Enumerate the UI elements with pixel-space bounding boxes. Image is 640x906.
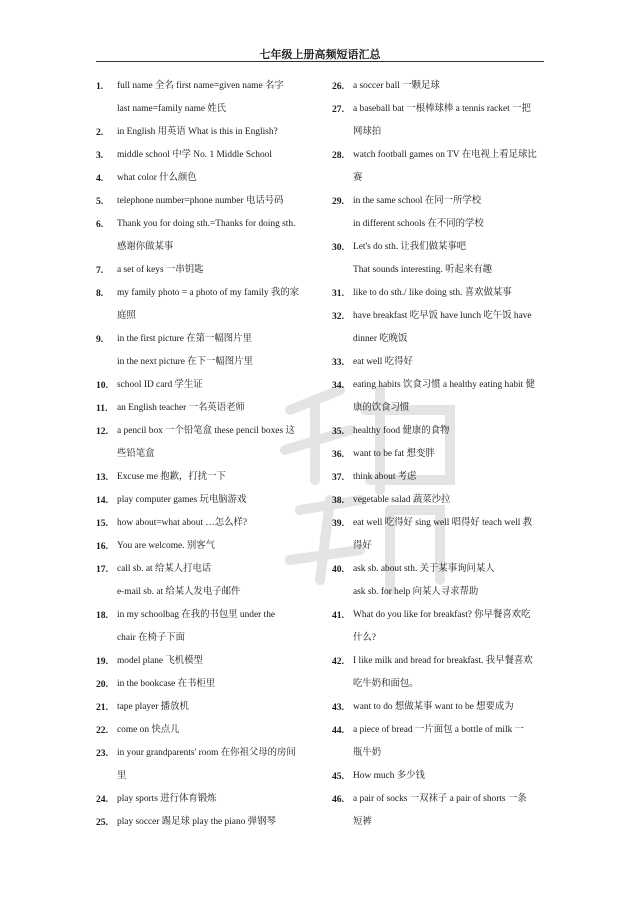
phrase-entry <box>96 650 306 673</box>
entry-number: 23. <box>96 748 108 759</box>
phrase-entry <box>332 512 542 558</box>
phrase-entry <box>96 788 306 811</box>
entry-text-line: full name 全名 first name=given name 名字 <box>117 81 284 91</box>
entry-text-line: ask sb. about sth. 关于某事询问某人 <box>353 564 495 574</box>
entry-number: 30. <box>332 242 344 253</box>
entry-text-line: dinner 吃晚饭 <box>353 334 408 344</box>
phrase-entry <box>332 282 542 305</box>
entry-number: 15. <box>96 518 108 529</box>
entry-text-line: Let's do sth. 让我们做某事吧 <box>353 242 467 252</box>
entry-number: 24. <box>96 794 108 805</box>
entry-text-line: middle school 中学 No. 1 Middle School <box>117 150 272 160</box>
entry-text-line: school ID card 学生证 <box>117 380 203 390</box>
entry-number: 29. <box>332 196 344 207</box>
phrase-entry <box>96 167 306 190</box>
entry-text-line: a soccer ball 一颗足球 <box>353 81 440 91</box>
entry-text-line: come on 快点儿 <box>117 725 180 735</box>
entry-text-line: What do you like for breakfast? 你早餐喜欢吃 <box>353 610 531 620</box>
entry-text-line: 得好 <box>353 541 372 551</box>
entry-number: 27. <box>332 104 344 115</box>
entry-text-line: That sounds interesting. 听起来有趣 <box>353 265 493 275</box>
entry-text-line: 网球拍 <box>353 127 382 137</box>
entry-text-line: call sb. at 给某人打电话 <box>117 564 212 574</box>
phrase-column-right <box>332 75 542 834</box>
phrase-entry <box>96 512 306 535</box>
entry-text-line: e-mail sb. at 给某人发电子邮件 <box>117 587 241 597</box>
entry-number: 20. <box>96 679 108 690</box>
entry-number: 10. <box>96 380 108 391</box>
title-divider <box>96 61 544 62</box>
phrase-entry <box>96 673 306 696</box>
phrase-entry <box>96 420 306 466</box>
entry-text-line: in my schoolbag 在我的书包里 under the <box>117 610 276 620</box>
phrase-entry <box>332 374 542 420</box>
entry-text-line: a set of keys 一串钥匙 <box>117 265 204 275</box>
phrase-entry <box>96 121 306 144</box>
entry-text-line: I like milk and bread for breakfast. 我早餐喜欢 <box>353 656 533 666</box>
phrase-entry <box>96 374 306 397</box>
entry-text-line: 康的饮食习惯 <box>353 403 410 413</box>
entry-number: 25. <box>96 817 108 828</box>
entry-number: 1. <box>96 81 104 92</box>
phrase-entry <box>332 144 542 190</box>
entry-number: 3. <box>96 150 104 161</box>
entry-number: 28. <box>332 150 344 161</box>
entry-number: 16. <box>96 541 108 552</box>
entry-number: 8. <box>96 288 104 299</box>
phrase-entry <box>332 236 542 282</box>
entry-text-line: a pair of socks 一双袜子 a pair of shorts 一条 <box>353 794 527 804</box>
phrase-entry <box>96 259 306 282</box>
phrase-entry <box>332 719 542 765</box>
phrase-entry <box>96 144 306 167</box>
entry-text-line: want to be fat 想变胖 <box>353 449 435 459</box>
entry-number: 4. <box>96 173 104 184</box>
entry-text-line: telephone number=phone number 电话号码 <box>117 196 284 206</box>
phrase-entry <box>96 328 306 374</box>
entry-text-line: play sports 进行体育锻炼 <box>117 794 217 804</box>
entry-text-line: my family photo = a photo of my family 我的家 <box>117 288 300 298</box>
entry-number: 12. <box>96 426 108 437</box>
entry-text-line: in your grandparents' room 在你祖父母的房间 <box>117 748 296 758</box>
entry-text-line: 赛 <box>353 173 363 183</box>
entry-number: 32. <box>332 311 344 322</box>
entry-text-line: 什么? <box>353 633 376 643</box>
phrase-entry <box>96 190 306 213</box>
entry-text-line: 吃牛奶和面包。 <box>353 679 419 689</box>
entry-text-line: tape player 播放机 <box>117 702 189 712</box>
entry-text-line: healthy food 健康的食物 <box>353 426 450 436</box>
phrase-entry <box>332 650 542 696</box>
phrase-entry <box>332 420 542 443</box>
phrase-entry <box>332 75 542 98</box>
entry-text-line: 短裤 <box>353 817 372 827</box>
phrase-entry <box>332 765 542 788</box>
entry-number: 42. <box>332 656 344 667</box>
entry-text-line: Excuse me 抱歉，打扰一下 <box>117 472 226 482</box>
phrase-entry <box>332 466 542 489</box>
entry-text-line: ask sb. for help 向某人寻求帮助 <box>353 587 479 597</box>
phrase-entry <box>96 213 306 259</box>
phrase-entry <box>332 604 542 650</box>
entry-text-line: in the bookcase 在书柜里 <box>117 679 216 689</box>
entry-number: 43. <box>332 702 344 713</box>
phrase-entry <box>332 190 542 236</box>
entry-number: 13. <box>96 472 108 483</box>
phrase-entry <box>332 788 542 834</box>
entry-text-line: last name=family name 姓氏 <box>117 104 227 114</box>
entry-number: 38. <box>332 495 344 506</box>
phrase-entry <box>332 351 542 374</box>
entry-number: 39. <box>332 518 344 529</box>
entry-text-line: chair 在椅子下面 <box>117 633 185 643</box>
phrase-entry <box>96 742 306 788</box>
entry-text-line: a baseball bat 一根棒球棒 a tennis racket 一把 <box>353 104 531 114</box>
phrase-entry <box>96 696 306 719</box>
entry-number: 17. <box>96 564 108 575</box>
entry-number: 44. <box>332 725 344 736</box>
phrase-entry <box>332 489 542 512</box>
entry-text-line: think about 考虑 <box>353 472 417 482</box>
phrase-entry <box>332 696 542 719</box>
entry-number: 36. <box>332 449 344 460</box>
entry-number: 9. <box>96 334 104 345</box>
entry-number: 46. <box>332 794 344 805</box>
entry-number: 2. <box>96 127 104 138</box>
entry-text-line: You are welcome. 别客气 <box>117 541 215 551</box>
phrase-entry <box>332 98 542 144</box>
entry-number: 14. <box>96 495 108 506</box>
entry-text-line: in the next picture 在下一幅图片里 <box>117 357 253 367</box>
entry-text-line: like to do sth./ like doing sth. 喜欢做某事 <box>353 288 512 298</box>
entry-number: 31. <box>332 288 344 299</box>
phrase-entry <box>96 397 306 420</box>
phrase-entry <box>96 466 306 489</box>
page-title: 七年级上册高频短语汇总 <box>259 48 381 61</box>
entry-text-line: watch football games on TV 在电视上看足球比 <box>353 150 537 160</box>
entry-number: 35. <box>332 426 344 437</box>
phrase-entry <box>96 558 306 604</box>
entry-number: 26. <box>332 81 344 92</box>
phrase-entry <box>96 75 306 121</box>
entry-text-line: an English teacher 一名英语老师 <box>117 403 245 413</box>
entry-number: 19. <box>96 656 108 667</box>
phrase-entry <box>96 811 306 834</box>
entry-text-line: Thank you for doing sth.=Thanks for doing sth. <box>117 219 296 229</box>
entry-text-line: vegetable salad 蔬菜沙拉 <box>353 495 451 505</box>
phrase-entry <box>96 604 306 650</box>
phrase-column-left <box>96 75 306 834</box>
entry-text-line: a pencil box 一个铅笔盒 these pencil boxes 这 <box>117 426 295 436</box>
entry-text-line: 瓶牛奶 <box>353 748 382 758</box>
entry-number: 7. <box>96 265 104 276</box>
entry-text-line: How much 多少钱 <box>353 771 425 781</box>
entry-text-line: in the same school 在同一所学校 <box>353 196 482 206</box>
phrase-entry <box>96 489 306 512</box>
entry-text-line: 庭照 <box>117 311 136 321</box>
entry-text-line: want to do 想做某事 want to be 想要成为 <box>353 702 514 712</box>
entry-text-line: in the first picture 在第一幅图片里 <box>117 334 252 344</box>
entry-number: 18. <box>96 610 108 621</box>
entry-text-line: model plane 飞机模型 <box>117 656 203 666</box>
entry-text-line: a piece of bread 一片面包 a bottle of milk 一 <box>353 725 525 735</box>
entry-number: 40. <box>332 564 344 575</box>
entry-text-line: in English 用英语 What is this in English? <box>117 127 278 137</box>
entry-text-line: eat well 吃得好 <box>353 357 413 367</box>
phrase-entry <box>332 305 542 351</box>
entry-number: 22. <box>96 725 108 736</box>
entry-number: 33. <box>332 357 344 368</box>
entry-number: 11. <box>96 403 108 414</box>
entry-text-line: what color 什么颜色 <box>117 173 197 183</box>
entry-number: 37. <box>332 472 344 483</box>
entry-number: 41. <box>332 610 344 621</box>
phrase-entry <box>96 719 306 742</box>
phrase-entry <box>332 558 542 604</box>
entry-number: 34. <box>332 380 344 391</box>
entry-text-line: have breakfast 吃早饭 have lunch 吃午饭 have <box>353 311 532 321</box>
entry-number: 21. <box>96 702 108 713</box>
entry-number: 45. <box>332 771 344 782</box>
entry-text-line: in different schools 在不同的学校 <box>353 219 484 229</box>
entry-text-line: 里 <box>117 771 127 781</box>
entry-text-line: play computer games 玩电脑游戏 <box>117 495 247 505</box>
phrase-entry <box>96 535 306 558</box>
entry-number: 6. <box>96 219 104 230</box>
entry-text-line: how about=what about …怎么样? <box>117 518 248 528</box>
entry-number: 5. <box>96 196 104 207</box>
entry-text-line: eating habits 饮食习惯 a healthy eating habit 健 <box>353 380 535 390</box>
phrase-entry <box>96 282 306 328</box>
entry-text-line: eat well 吃得好 sing well 唱得好 teach well 教 <box>353 518 533 528</box>
entry-text-line: 感谢你做某事 <box>117 242 174 252</box>
entry-text-line: play soccer 踢足球 play the piano 弹钢琴 <box>117 817 276 827</box>
phrase-entry <box>332 443 542 466</box>
entry-text-line: 些铅笔盒 <box>117 449 155 459</box>
